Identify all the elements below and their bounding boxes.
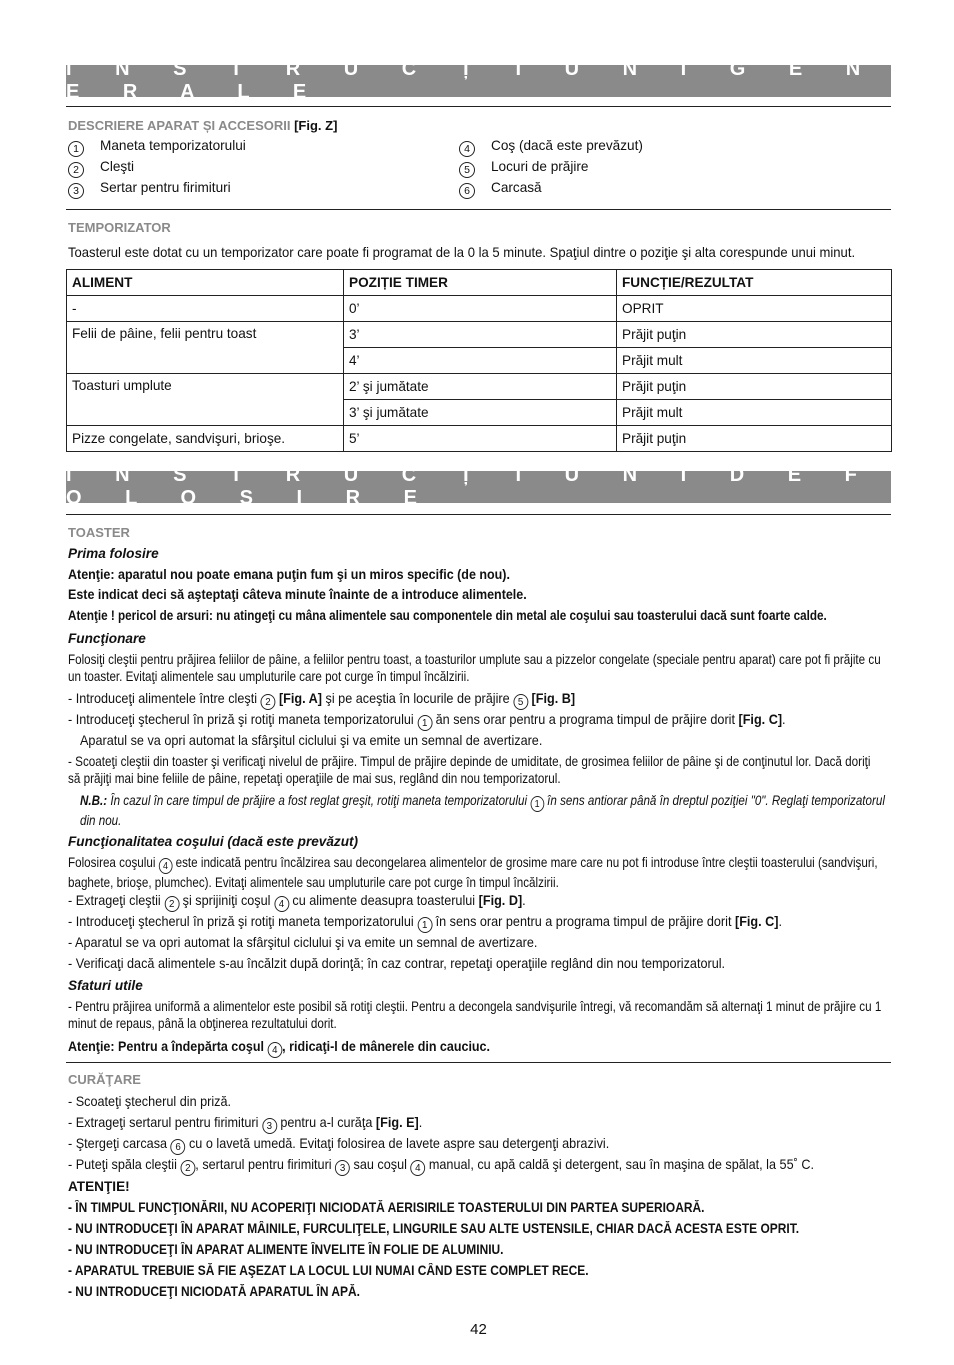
accessory-item [459,159,588,178]
table-cell: Prăjit puţin [617,374,892,400]
basket-text-part: este indicată pentru încălzirea sau decongelarea alimentelor de grosime mare care nu pot fi introduse între cleştii toasterului (sandvişuri, baghete, brioşe, plumchec). Evitaţi alimentele sau umpluturile care pot curge în timpul încălzirii. [68,855,878,890]
table-cell: - [67,296,344,322]
step-text: Scoateţi cleştii din toaster şi verificaţi nivelul de prăjire. Timpul de prăjire depinde de umiditate, de grosimea feliilor de pâine şi de conţinutul lor. Dacă doriţi să prăjiţi mai bine feliile de pâine, repetaţi operaţiile de mai sus, reglând din nou temporizatorul. [68,754,871,786]
step-item: - Introduceţi alimentele între cleşti 2 [Fig. A] şi pe aceştia în locurile de prăjire 5 [Fig. B] [68,691,576,708]
warning-item: - APARATUL TREBUIE SĂ FIE AŞEZAT LA LOCUL LUI NUMAI CÂND ESTE COMPLET RECE. [68,1263,589,1278]
cleaning-step: - Extrageţi sertarul pentru firimituri 3 pentru a-l curăţa [Fig. E]. [68,1115,423,1132]
nb-text: în sens antiorar până în dreptul poziţiei "0". Reglaţi temporizatorul din nou. [80,793,885,828]
column-header: FUNCȚIE/REZULTAT [617,270,892,296]
accessory-item [68,138,246,157]
fig-ref: [Fig. A] [278,691,323,706]
step-text: manual, cu apă caldă şi detergent, sau în maşina de spălat, la 55˚ C. [428,1157,814,1172]
step-text: Introduceţi alimentele între cleşti [75,691,258,706]
number-circle-icon: 4 [159,858,173,874]
table-row [67,296,892,322]
number-circle-icon: 5 [513,694,528,710]
desc-heading-text: DESCRIERE APARAT ȘI ACCESORII [68,118,291,133]
number-circle-icon: 4 [267,1042,282,1058]
table-cell: Felii de pâine, felii pentru toast [67,322,344,374]
number-circle-icon: 4 [274,896,289,912]
warning-text: Atenţie ! pericol de arsuri: nu atingeţi cu mâna alimentele sau componentele din metal ale coşului sau toasterului dacă sunt foarte calde. [68,608,827,623]
divider [66,106,891,107]
warning-item: - NU INTRODUCEŢI ÎN APARAT MÂINILE, FURCULIŢELE, LINGURILE SAU ALTE USTENSILE, CHIAR DACĂ ACESTA ESTE OPRIT. [68,1221,800,1236]
step-text: Introduceţi ştecherul în priză şi rotiţi maneta temporizatorului [75,712,414,727]
warning-item: - NU INTRODUCEŢI ÎN APARAT ALIMENTE ÎNVELITE ÎN FOLIE DE ALUMINIU. [68,1242,504,1257]
step-item: - Extrageţi cleştii 2 şi sprijiniţi coşul 4 cu alimente deasupra toasterului [Fig. D]. [68,893,526,910]
number-circle-icon: 4 [410,1160,425,1176]
accessory-label: Maneta temporizatorului [100,138,246,153]
table-cell: 2’ şi jumătate [344,374,617,400]
function-title: Funcţionare [68,631,146,646]
step-text: cu alimente deasupra toasterului [292,893,476,908]
number-circle-icon: 2 [261,694,276,710]
table-cell: Prăjit mult [617,348,892,374]
table-cell: 4’ [344,348,617,374]
accessory-item [68,159,134,178]
desc-heading [68,118,337,133]
number-circle-icon: 3 [335,1160,350,1176]
basket-text [68,854,891,891]
table-cell: 3’ şi jumătate [344,400,617,426]
section-banner-general: I N S T R U C Ț I U N I G E N E R A L E [66,65,891,97]
warning-text: Atenţie: aparatul nou poate emana puţin fum şi un miros specific (de nou). [68,567,510,582]
number-circle-icon: 3 [262,1118,277,1134]
nb-note [80,792,892,829]
fig-ref: [Fig. C] [738,712,783,727]
column-header: POZIȚIE TIMER [344,270,617,296]
number-circle-icon: 2 [164,896,179,912]
warning-item: - NU INTRODUCEŢI NICIODATĂ APARATUL ÎN APĂ. [68,1284,360,1299]
table-cell: Prăjit puţin [617,426,892,452]
step-item: - Introduceţi ştecherul în priză şi rotiţi maneta temporizatorului 1 în sens orar pentru a programa timpul de prăjire dorit [Fig. C]. [68,914,783,931]
accessory-label: Cleşti [100,159,134,174]
tips-warning [68,1038,825,1058]
cleaning-step: - Scoateţi ştecherul din priză. [68,1094,232,1109]
warning-text: Atenţie: Pentru a îndepărta coşul [68,1039,264,1054]
divider [66,514,891,515]
fig-ref: [Fig. B] [531,691,576,706]
accessory-label: Sertar pentru firimituri [100,180,231,195]
step-item: - Introduceţi ştecherul în priză şi rotiţi maneta temporizatorului 1 ăn sens orar pentru a programa timpul de prăjire dorit [Fig. C]. [68,712,786,729]
number-circle-icon: 1 [68,141,84,157]
table-cell: Pizze congelate, sandvişuri, brioşe. [67,426,344,452]
fig-ref: [Fig. C] [734,914,779,929]
step-text: - Extrageţi cleştii [68,893,161,908]
divider [66,1062,891,1063]
accessory-item [459,180,542,199]
step-text: şi pe aceştia în locurile de prăjire [325,691,510,706]
toaster-heading: TOASTER [68,525,130,540]
number-circle-icon: 6 [459,183,475,199]
number-circle-icon: 5 [459,162,475,178]
step-item: - Scoateţi cleştii din toaster şi verificaţi nivelul de prăjire. Timpul de prăjire depinde de umiditate, de grosimea feliilor de pâine şi de conţinutul lor. Dacă doriţi să prăjiţi mai bine feliile de pâine, repetaţi operaţiile de mai sus, reglând din nou temporizatorul. [68,754,871,786]
number-circle-icon: 2 [180,1160,195,1176]
table-cell: 3’ [344,322,617,348]
timer-heading: TEMPORIZATOR [68,220,171,235]
accessory-label: Locuri de prăjire [491,159,589,174]
tips-title: Sfaturi utile [68,978,143,993]
step-text: ăn sens orar pentru a programa timpul de prăjire dorit [435,712,735,727]
number-circle-icon: 3 [68,183,84,199]
warning-item: - ÎN TIMPUL FUNCŢIONĂRII, NU ACOPERIŢI NICIODATĂ AERISIRILE TOASTERULUI DIN PARTEA SUPERIOARĂ. [68,1200,705,1215]
step-text: în sens orar pentru a programa timpul de prăjire dorit [435,914,732,929]
table-cell: 0’ [344,296,617,322]
timer-text: Toasterul este dotat cu un temporizator care poate fi programat de la 0 la 5 minute. Spaţiul dintre o poziţie şi alta corespunde unui minut. [68,245,856,260]
table-cell: Toasturi umplute [67,374,344,426]
first-use-title: Prima folosire [68,546,159,561]
column-header: ALIMENT [67,270,344,296]
number-circle-icon: 1 [417,715,432,731]
number-circle-icon: 1 [530,796,544,812]
timer-table [66,269,892,452]
table-row [67,374,892,400]
function-text: Folosiţi cleştii pentru prăjirea feliilor de pâine, a feliilor pentru toast, a toasturilor umplute sau a pizzelor congelate (speciale pentru aparat) care pot fi prăjite cu un toaster. Evitaţi alimentele sau umpluturile care pot curge în timpul încălzirii. [68,652,881,684]
table-row [67,322,892,348]
step-text: - Puteţi spăla cleştii [68,1157,177,1172]
attention-label: ATENŢIE! [68,1179,130,1194]
cleaning-step [68,1156,833,1176]
page-number: 42 [470,1321,487,1338]
number-circle-icon: 4 [459,141,475,157]
basket-text-part: Folosirea coşului [68,855,156,870]
divider [66,209,891,210]
cleaning-step [68,1135,833,1155]
nb-label: N.B.: [80,793,108,808]
basket-title: Funcţionalitatea coşului (dacă este prevăzut) [68,834,359,849]
step-text: sau coşul [353,1157,407,1172]
number-circle-icon: 2 [68,162,84,178]
fig-ref: [Fig. D] [478,893,523,908]
section-banner-use: I N S T R U C Ț I U N I D E F O L O S I R E [66,471,891,503]
table-header-row [67,270,892,296]
nb-text: În cazul în care timpul de prăjire a fost reglat greşit, rotiţi maneta temporizatorului [110,793,528,808]
number-circle-icon: 1 [417,917,432,933]
warning-text: Este indicat deci să aşteptaţi câteva minute înainte de a introduce alimentele. [68,587,527,602]
desc-fig-ref: [Fig. Z] [294,118,338,133]
table-cell: OPRIT [617,296,892,322]
accessory-label: Coş (dacă este prevăzut) [491,138,643,153]
cleaning-heading: CURĂŢARE [68,1072,141,1087]
step-text: , sertarul pentru firimituri [195,1157,332,1172]
table-cell: 5’ [344,426,617,452]
warning-text: , ridicaţi-l de mânerele din cauciuc. [282,1039,490,1054]
tips-text: - Pentru prăjirea uniformă a alimentelor este posibil să rotiţi cleştii. Pentru a decongela sandvişurile întregi, vă recomandăm să alternaţi 1 minut de prăjire cu 1 minut de repaus, până la obţinerea rezultatului dorit. [68,999,882,1031]
step-text: - Extrageţi sertarul pentru firimituri [68,1115,259,1130]
accessory-label: Carcasă [491,180,542,195]
step-text: - Aparatul se va opri automat la sfârşitul ciclului şi va emite un semnal de avertizare. [68,935,538,950]
number-circle-icon: 6 [171,1139,186,1155]
table-cell: Prăjit mult [617,400,892,426]
step-text: - Ştergeţi carcasa [68,1136,168,1151]
fig-ref: [Fig. E] [375,1115,419,1130]
step-text: pentru a-l curăţa [280,1115,373,1130]
step-text: Aparatul se va opri automat la sfârşitul ciclului şi va emite un semnal de avertizare. [80,733,543,748]
table-cell: Prăjit puţin [617,322,892,348]
step-text: şi sprijiniţi coşul [182,893,271,908]
step-text: - Verificaţi dacă alimentele s-au încălzit după dorinţă; în caz contrar, repetaţi operaţiile reglând din nou temporizatorul. [68,956,726,971]
accessory-item [459,138,643,157]
table-row [67,426,892,452]
accessory-item [68,180,231,199]
step-text: - Introduceţi ştecherul în priză şi rotiţi maneta temporizatorului [68,914,414,929]
step-text: cu o lavetă umedă. Evitaţi folosirea de lavete aspre sau detergenţi abrazivi. [188,1136,610,1151]
